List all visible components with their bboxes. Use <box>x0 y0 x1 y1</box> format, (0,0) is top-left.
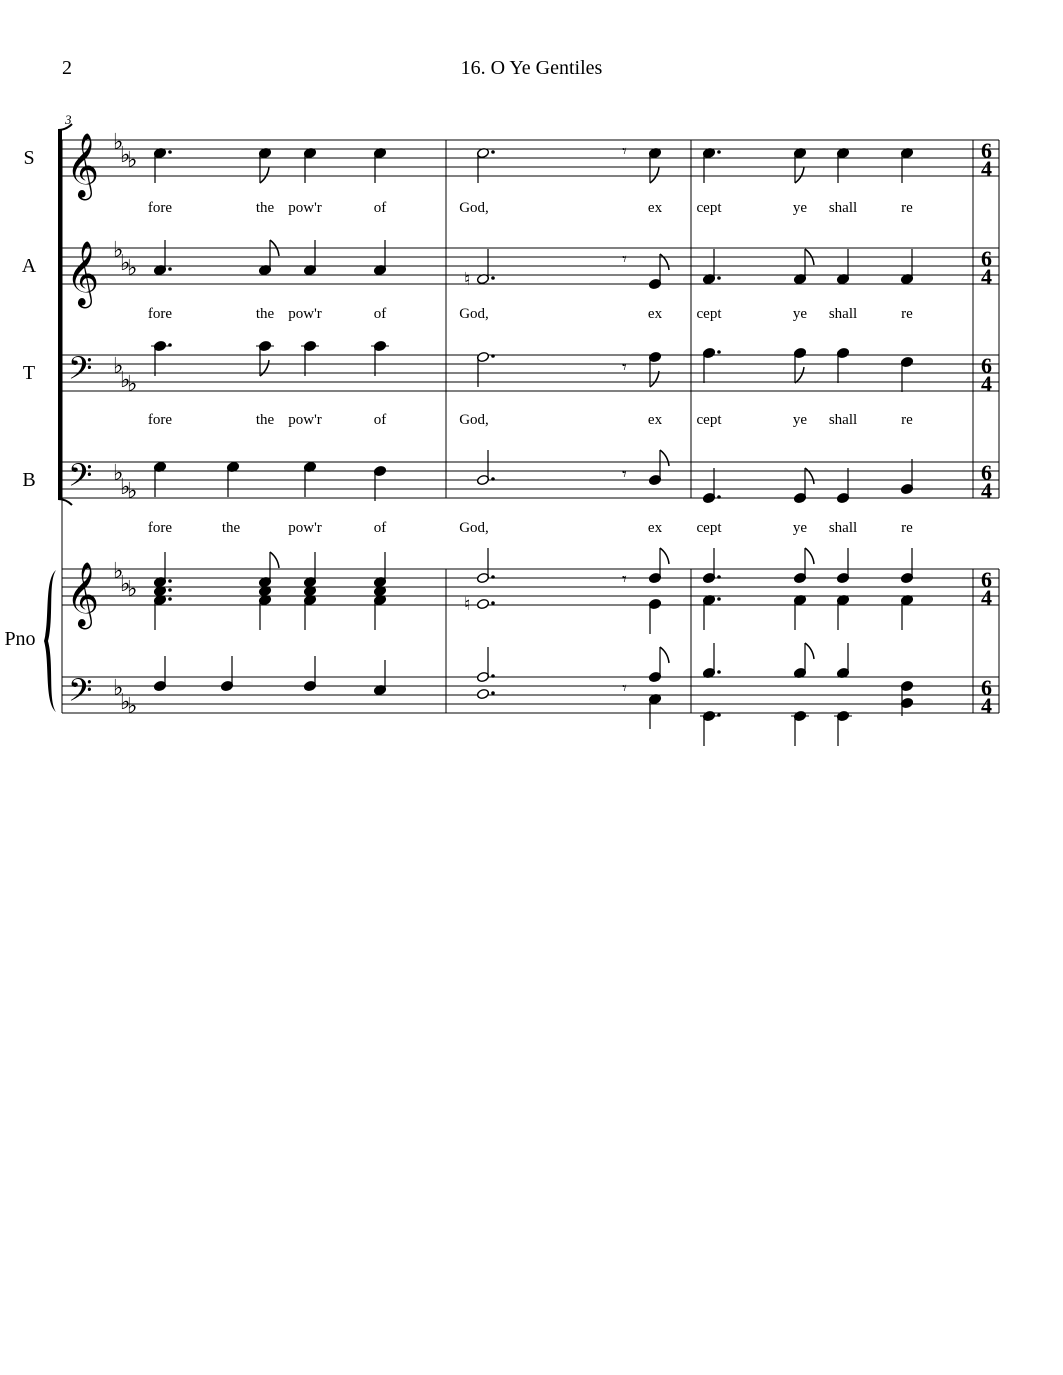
lyric-syllable: fore <box>147 200 173 216</box>
lyric-syllable: cept <box>696 520 722 536</box>
natural-icon: ♮ <box>464 269 471 289</box>
bass-clef-icon: 𝄢 <box>68 674 93 716</box>
flat-icon: ♭ <box>127 371 138 396</box>
lyric-syllable: ex <box>647 306 663 322</box>
time-sig-top: 6 <box>981 675 992 700</box>
flat-icon: ♭ <box>120 689 131 714</box>
dot <box>168 588 172 592</box>
treble-clef-icon: 𝄞 <box>66 243 100 305</box>
lyric-syllable: cept <box>696 412 722 428</box>
time-sig-top: 6 <box>981 138 992 163</box>
time-sig-bottom: 4 <box>981 585 992 610</box>
lyric-syllable: God, <box>459 520 489 536</box>
lyric-syllable: the <box>255 306 275 322</box>
flat-icon: ♭ <box>127 147 138 172</box>
dot <box>717 276 721 280</box>
staves <box>62 140 999 713</box>
time-sig-bottom: 4 <box>981 478 992 503</box>
lyric-syllable: ye <box>792 520 808 536</box>
lyric-syllable: re <box>901 306 913 322</box>
eighth-rest-icon: 𝄾 <box>622 141 627 161</box>
key-signatures <box>113 129 137 718</box>
part-label-b: B <box>22 469 36 491</box>
eighth-rest-icon: 𝄾 <box>622 678 627 698</box>
dot <box>491 150 495 154</box>
page-number: 2 <box>62 57 72 79</box>
lyrics <box>148 200 913 536</box>
flat-icon: ♭ <box>113 129 124 154</box>
lyric-syllable: pow'r <box>288 520 322 536</box>
lyric-syllable: the <box>255 200 275 216</box>
lyric-syllable: ye <box>792 306 808 322</box>
bass-clef-icon: 𝄢 <box>68 459 93 501</box>
note-flag <box>260 167 269 183</box>
eighth-rest-icon: 𝄾 <box>622 464 627 484</box>
time-sig-bottom: 4 <box>981 371 992 396</box>
dot <box>168 579 172 583</box>
time-sig-top: 6 <box>981 353 992 378</box>
lyric-syllable: shall <box>828 520 858 536</box>
flat-icon: ♭ <box>113 675 124 700</box>
dot <box>168 597 172 601</box>
treble-clef-icon: 𝄞 <box>66 135 100 197</box>
note-flag <box>805 468 814 484</box>
note-flag <box>660 647 669 663</box>
lyric-syllable: cept <box>696 306 722 322</box>
note-flag <box>650 167 659 183</box>
lyric-syllable: ex <box>647 412 663 428</box>
note-flag <box>660 254 669 270</box>
lyric-syllable: fore <box>147 412 173 428</box>
lyric-syllable: God, <box>459 200 489 216</box>
lyric-syllable: shall <box>828 412 858 428</box>
lyric-syllable: the <box>221 520 241 536</box>
lyric-syllable: of <box>373 306 387 322</box>
dot <box>168 150 172 154</box>
dot <box>717 670 721 674</box>
dot <box>717 495 721 499</box>
time-signatures <box>981 138 992 718</box>
dot <box>717 575 721 579</box>
eighth-rest-icon: 𝄾 <box>622 569 627 589</box>
piano-brace <box>44 570 56 712</box>
dot <box>491 691 495 695</box>
bass-clef-icon: 𝄢 <box>68 352 93 394</box>
flat-icon: ♭ <box>127 255 138 280</box>
note-flag <box>795 167 804 183</box>
note-flag <box>805 548 814 564</box>
lyric-syllable: fore <box>147 306 173 322</box>
piece-title: 16. O Ye Gentiles <box>460 57 603 79</box>
lyric-syllable: fore <box>147 520 173 536</box>
note-flag <box>270 552 279 568</box>
dot <box>491 601 495 605</box>
dot <box>168 267 172 271</box>
flat-icon: ♭ <box>120 250 131 275</box>
lyric-syllable: re <box>901 412 913 428</box>
dot <box>717 597 721 601</box>
lyric-syllable: ye <box>792 412 808 428</box>
note-flag <box>260 360 269 376</box>
part-label-piano: Pno <box>4 628 36 650</box>
lyric-syllable: pow'r <box>288 200 322 216</box>
lyric-syllable: re <box>901 520 913 536</box>
measure-number: 3 <box>65 112 72 127</box>
clefs <box>66 133 99 716</box>
lyric-syllable: ye <box>792 200 808 216</box>
flat-icon: ♭ <box>113 460 124 485</box>
flat-icon: ♭ <box>120 367 131 392</box>
flat-icon: ♭ <box>113 353 124 378</box>
dot <box>717 350 721 354</box>
eighth-rest-icon: 𝄾 <box>622 357 627 377</box>
part-label-t: T <box>22 362 36 384</box>
dot <box>491 354 495 358</box>
dot <box>717 150 721 154</box>
flat-icon: ♭ <box>113 237 124 262</box>
time-sig-bottom: 4 <box>981 156 992 181</box>
note-flag <box>660 548 669 564</box>
dot <box>491 674 495 678</box>
dot <box>491 477 495 481</box>
notehead <box>476 598 489 609</box>
notes <box>151 141 914 746</box>
lyric-syllable: pow'r <box>288 412 322 428</box>
notehead <box>476 688 489 699</box>
lyric-syllable: God, <box>459 306 489 322</box>
flat-icon: ♭ <box>127 693 138 718</box>
lyric-syllable: ex <box>647 200 663 216</box>
lyric-syllable: re <box>901 200 913 216</box>
flat-icon: ♭ <box>120 571 131 596</box>
dot <box>491 276 495 280</box>
time-sig-bottom: 4 <box>981 264 992 289</box>
lyric-syllable: the <box>255 412 275 428</box>
note-flag <box>660 450 669 466</box>
note-flag <box>805 643 814 659</box>
treble-clef-icon: 𝄞 <box>66 564 100 626</box>
lyric-syllable: shall <box>828 306 858 322</box>
lyric-syllable: of <box>373 520 387 536</box>
time-sig-top: 6 <box>981 567 992 592</box>
dot <box>491 575 495 579</box>
lyric-syllable: pow'r <box>288 306 322 322</box>
part-labels <box>4 147 36 650</box>
lyric-syllable: shall <box>828 200 858 216</box>
lyric-syllable: God, <box>459 412 489 428</box>
time-sig-top: 6 <box>981 460 992 485</box>
part-label-s: S <box>23 147 35 169</box>
natural-icon: ♮ <box>464 594 471 614</box>
time-sig-bottom: 4 <box>981 693 992 718</box>
flat-icon: ♭ <box>113 558 124 583</box>
lyric-syllable: ex <box>647 520 663 536</box>
flat-icon: ♭ <box>127 576 138 601</box>
lyric-syllable: of <box>373 200 387 216</box>
time-sig-top: 6 <box>981 246 992 271</box>
part-label-a: A <box>21 255 37 277</box>
note-flag <box>795 367 804 383</box>
lyric-syllable: of <box>373 412 387 428</box>
barlines <box>62 140 999 713</box>
eighth-rest-icon: 𝄾 <box>622 249 627 269</box>
flat-icon: ♭ <box>120 142 131 167</box>
flat-icon: ♭ <box>127 478 138 503</box>
flat-icon: ♭ <box>120 474 131 499</box>
lyric-syllable: cept <box>696 200 722 216</box>
